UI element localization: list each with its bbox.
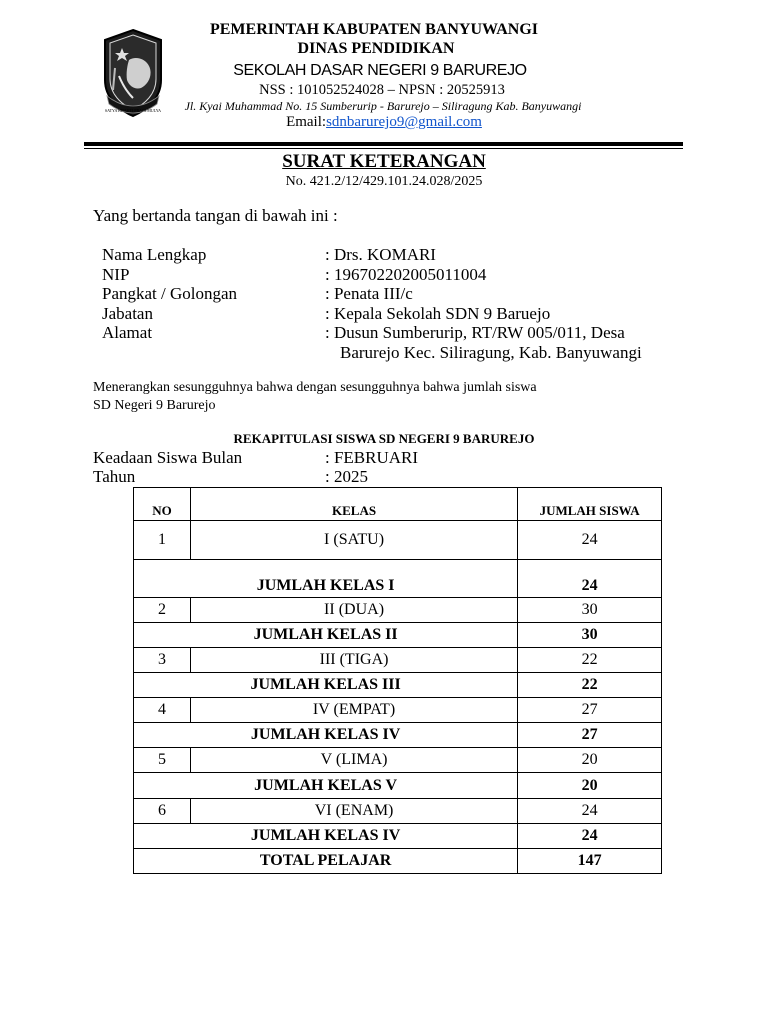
cell-no: 4 xyxy=(134,698,191,723)
table-subtotal-row xyxy=(134,723,662,748)
table-row xyxy=(134,598,662,623)
cell-jumlah: 30 xyxy=(518,598,662,623)
col-header-jumlah: JUMLAH SISWA xyxy=(518,488,662,521)
table-subtotal-row xyxy=(134,560,662,598)
cell-jumlah: 24 xyxy=(518,799,662,824)
cell-kelas: II (DUA) xyxy=(190,598,517,623)
cell-subtotal-label: JUMLAH KELAS V xyxy=(134,773,518,799)
field-label-nip: NIP xyxy=(102,265,130,284)
col-header-no: NO xyxy=(134,488,191,521)
cell-subtotal-value: 24 xyxy=(518,560,662,598)
rekap-title: REKAPITULASI SISWA SD NEGERI 9 BARUREJO xyxy=(233,431,535,446)
cell-no: 6 xyxy=(134,799,191,824)
cell-grand-total-value: 147 xyxy=(518,849,662,874)
table-row xyxy=(134,521,662,560)
header-email-line xyxy=(0,114,768,131)
field-value-nip: : 196702202005011004 xyxy=(325,265,487,284)
table-header-row xyxy=(134,488,662,521)
field-value-alamat: : Dusun Sumberurip, RT/RW 005/011, Desa xyxy=(325,323,625,342)
logo-motto: SATYA BHAKTI PRAJA MULYA xyxy=(104,108,162,113)
field-label-jabatan: Jabatan xyxy=(102,304,153,323)
rekap-bulan-label: Keadaan Siswa Bulan xyxy=(93,448,243,467)
header-rule-thin xyxy=(84,148,683,149)
cell-subtotal-label: JUMLAH KELAS IV xyxy=(134,723,518,748)
field-label-nama: Nama Lengkap xyxy=(102,245,207,264)
field-value-nama: : Drs. KOMARI xyxy=(325,245,436,264)
field-value-alamat-cont: Barurejo Kec. Siliragung, Kab. Banyuwangi xyxy=(340,343,642,362)
table-subtotal-row xyxy=(134,773,662,799)
cell-no: 2 xyxy=(134,598,191,623)
letter-number: No. 421.2/12/429.101.24.028/2025 xyxy=(285,174,483,189)
cell-subtotal-label: JUMLAH KELAS II xyxy=(134,623,518,648)
email-label: Email: xyxy=(286,114,327,130)
cell-jumlah: 27 xyxy=(518,698,662,723)
statement-line-1: Menerangkan sesungguhnya bahwa dengan sesungguhnya bahwa jumlah siswa xyxy=(93,380,537,395)
email-link[interactable]: sdnbarurejo9@gmail.com xyxy=(326,114,482,130)
table-subtotal-row xyxy=(134,623,662,648)
table-row xyxy=(134,748,662,773)
cell-no: 1 xyxy=(134,521,191,560)
cell-kelas: VI (ENAM) xyxy=(190,799,517,824)
header-rule-thick xyxy=(84,142,683,146)
table-row xyxy=(134,698,662,723)
header-department: DINAS PENDIDIKAN xyxy=(297,40,455,57)
table-row xyxy=(134,648,662,673)
cell-kelas: III (TIGA) xyxy=(190,648,517,673)
cell-no: 3 xyxy=(134,648,191,673)
rekap-table xyxy=(133,487,662,874)
letter-intro: Yang bertanda tangan di bawah ini : xyxy=(93,206,338,225)
cell-jumlah: 24 xyxy=(518,521,662,560)
letter-title: SURAT KETERANGAN xyxy=(282,151,486,172)
cell-subtotal-label: JUMLAH KELAS III xyxy=(134,673,518,698)
header-government: PEMERINTAH KABUPATEN BANYUWANGI xyxy=(209,21,538,38)
cell-subtotal-value: 22 xyxy=(518,673,662,698)
cell-jumlah: 20 xyxy=(518,748,662,773)
cell-subtotal-value: 20 xyxy=(518,773,662,799)
table-grand-total-row xyxy=(134,849,662,874)
header-address: Jl. Kyai Muhammad No. 15 Sumberurip - Barurejo – Siliragung Kab. Banyuwangi xyxy=(184,99,582,113)
field-value-jabatan: : Kepala Sekolah SDN 9 Baruejo xyxy=(325,304,551,323)
field-label-alamat: Alamat xyxy=(102,323,153,342)
table-subtotal-row xyxy=(134,824,662,849)
field-label-pangkat: Pangkat / Golongan xyxy=(102,284,238,303)
table-subtotal-row xyxy=(134,673,662,698)
col-header-kelas: KELAS xyxy=(190,488,517,521)
header-nss-npsn: NSS : 101052524028 – NPSN : 20525913 xyxy=(259,82,505,98)
field-value-pangkat: : Penata III/c xyxy=(325,284,413,303)
cell-subtotal-label: JUMLAH KELAS I xyxy=(134,560,518,598)
cell-subtotal-label: JUMLAH KELAS IV xyxy=(134,824,518,849)
cell-grand-total-label: TOTAL PELAJAR xyxy=(134,849,518,874)
cell-jumlah: 22 xyxy=(518,648,662,673)
cell-subtotal-value: 24 xyxy=(518,824,662,849)
header-school-name: SEKOLAH DASAR NEGERI 9 BARUREJO xyxy=(233,62,527,79)
cell-subtotal-value: 30 xyxy=(518,623,662,648)
statement-line-2: SD Negeri 9 Barurejo xyxy=(93,398,216,413)
cell-subtotal-value: 27 xyxy=(518,723,662,748)
cell-kelas: V (LIMA) xyxy=(190,748,517,773)
rekap-bulan-value: : FEBRUARI xyxy=(325,448,419,467)
rekap-tahun-value: : 2025 xyxy=(325,467,368,486)
rekap-tahun-label: Tahun xyxy=(93,467,136,486)
cell-no: 5 xyxy=(134,748,191,773)
cell-kelas: I (SATU) xyxy=(190,521,517,560)
cell-kelas: IV (EMPAT) xyxy=(190,698,517,723)
table-row xyxy=(134,799,662,824)
